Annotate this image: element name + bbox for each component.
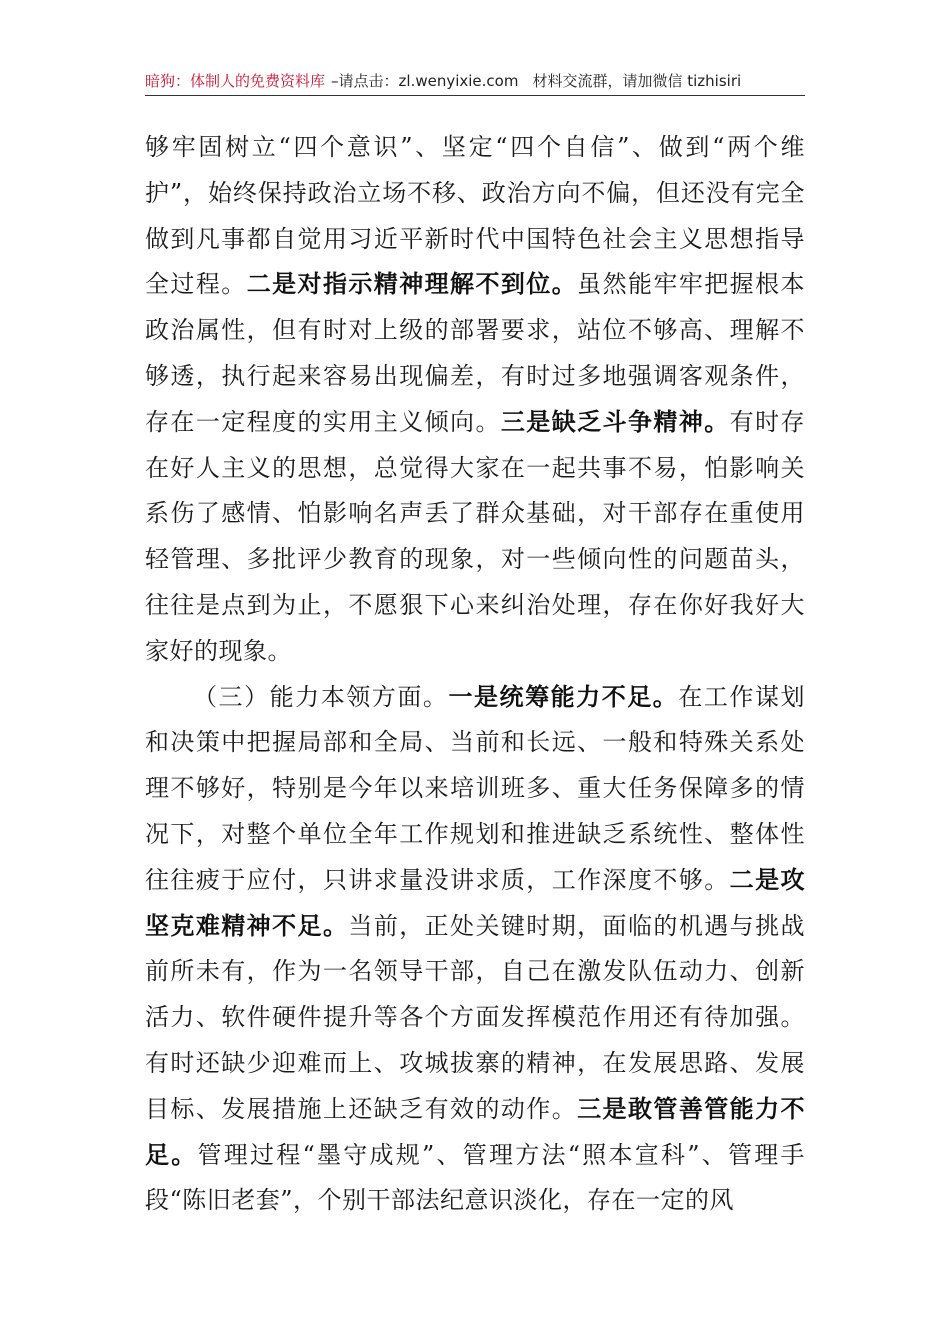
paragraph-section-3 xyxy=(145,675,805,1225)
bold-heading: 三是敢管善管能力不足。 xyxy=(145,1094,805,1169)
text-segment: 当前，正处关键时期，面临的机遇与挑战前所未有，作为一名领导干部，自己在激发队伍动力、创新活力、软件硬件提升等各个方面发挥模范作用还有待加强。有时还缺少迎难而上、攻城拔寨的精神，在发展思路、发展目标、发展措施上还缺乏有效的动作。 xyxy=(145,911,805,1123)
header-brand: 暗狗：体制人的免费资料库 xyxy=(145,72,326,90)
text-segment: 管理过程“墨守成规”、管理方法“照本宣科”、管理手段“陈旧老套”，个别干部法纪意识淡化，存在一定的风 xyxy=(145,1140,806,1215)
page-header xyxy=(145,68,805,94)
document-body xyxy=(145,125,805,1224)
section-title: （三）能力本领方面。 xyxy=(193,682,449,711)
bold-heading: 二是攻坚克难精神不足。 xyxy=(145,865,806,940)
paragraph-continued xyxy=(145,125,805,675)
text-segment: 够牢固树立“四个意识”、坚定“四个自信”、做到“两个维护”，始终保持政治立场不移、政治方向不偏，但还没有完全做到凡事都自觉用习近平新时代中国特色社会主义思想指导全过程。 xyxy=(145,133,805,299)
header-prompt: –请点击： xyxy=(331,72,399,90)
header-contact: 材料交流群，请加微信 tizhisiri xyxy=(532,72,742,90)
bold-heading: 三是缺乏斗争精神。 xyxy=(500,407,730,436)
text-segment: 有时存在好人主义的思想，总觉得大家在一起共事不易，怕影响关系伤了感情、怕影响名声丢了群众基础，对干部存在重使用轻管理、多批评少教育的现象，对一些倾向性的问题苗头，往往是点到为止，不愿狠下心来纠治处理，存在你好我好大家好的现象。 xyxy=(145,407,806,665)
text-segment: 在工作谋划和决策中把握局部和全局、当前和长远、一般和特殊关系处理不够好，特别是今年以来培训班多、重大任务保障多的情况下，对整个单位全年工作规划和推进缺乏系统性、整体性往往疲于应付，只讲求量没讲求质，工作深度不够。 xyxy=(145,682,806,894)
header-divider xyxy=(145,95,805,96)
text-segment: 虽然能牢牢把握根本政治属性，但有时对上级的部署要求，站位不够高、理解不够透，执行起来容易出现偏差，有时过多地强调客观条件，存在一定程度的实用主义倾向。 xyxy=(145,270,806,436)
bold-heading: 二是对指示精神理解不到位。 xyxy=(246,270,578,299)
header-url-link[interactable]: zl.wenyixie.com xyxy=(398,72,519,90)
bold-heading: 一是统筹能力不足。 xyxy=(448,682,679,711)
